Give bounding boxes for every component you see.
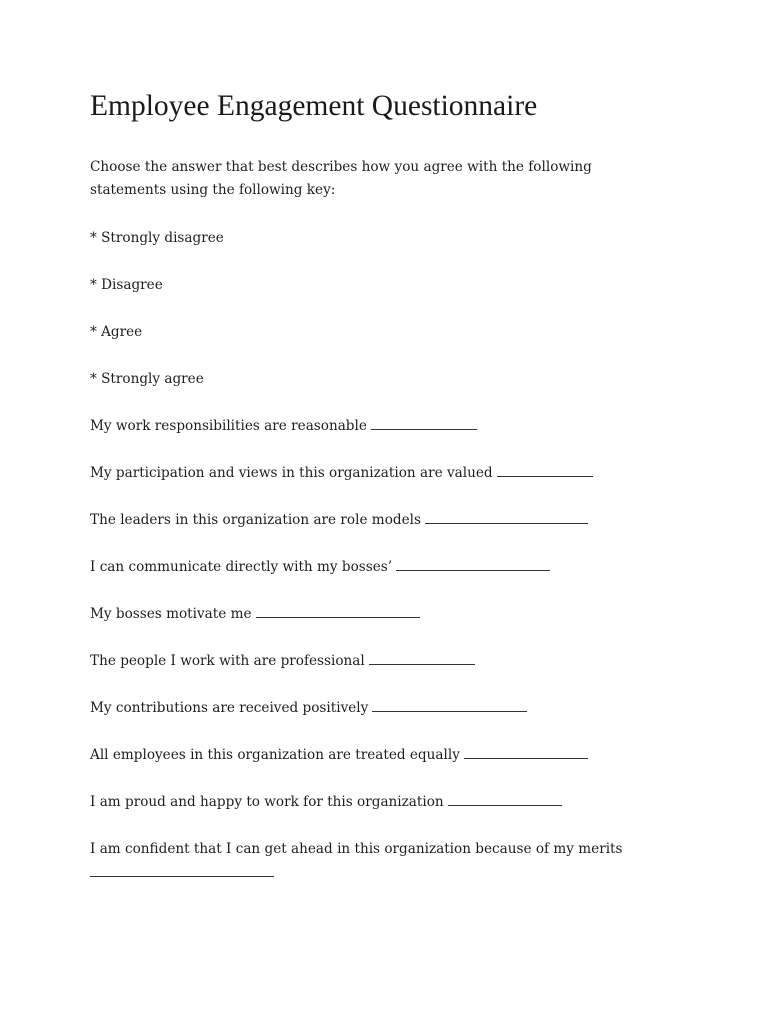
statement-text: I can communicate directly with my bosses’ <box>90 559 393 575</box>
answer-blank[interactable] <box>425 509 588 524</box>
statement-text: I am proud and happy to work for this organization <box>90 794 444 810</box>
statement-text: I am confident that I can get ahead in this organization because of my merits <box>90 841 623 857</box>
answer-blank[interactable] <box>90 862 274 877</box>
answer-blank[interactable] <box>371 415 477 430</box>
statement-item-continuation <box>90 862 274 885</box>
statement-text: The people I work with are professional <box>90 653 365 669</box>
statement-item <box>90 838 623 861</box>
key-option-strongly-disagree: * Strongly disagree <box>90 230 224 246</box>
statement-item <box>90 697 527 720</box>
statement-text: My contributions are received positively <box>90 700 369 716</box>
key-option-strongly-agree: * Strongly agree <box>90 371 204 387</box>
statement-item <box>90 415 477 438</box>
answer-blank[interactable] <box>497 462 593 477</box>
statement-text: My bosses motivate me <box>90 606 252 622</box>
key-option-disagree: * Disagree <box>90 277 163 293</box>
page-title: Employee Engagement Questionnaire <box>90 90 538 122</box>
statement-text: My participation and views in this organization are valued <box>90 465 493 481</box>
statement-item <box>90 556 550 579</box>
statement-text: My work responsibilities are reasonable <box>90 418 367 434</box>
answer-blank[interactable] <box>369 650 475 665</box>
statement-item <box>90 744 588 767</box>
statement-item <box>90 791 562 814</box>
answer-blank[interactable] <box>464 744 588 759</box>
instructions-text: Choose the answer that best describes how you agree with the following statements using the following key: <box>90 159 592 198</box>
answer-blank[interactable] <box>372 697 527 712</box>
statement-text: The leaders in this organization are role models <box>90 512 421 528</box>
answer-blank[interactable] <box>256 603 420 618</box>
statement-item <box>90 603 420 626</box>
statement-item <box>90 509 588 532</box>
key-option-agree: * Agree <box>90 324 143 340</box>
statement-item <box>90 462 593 485</box>
statement-text: All employees in this organization are treated equally <box>90 747 460 763</box>
answer-blank[interactable] <box>396 556 550 571</box>
answer-blank[interactable] <box>448 791 562 806</box>
statement-item <box>90 650 475 673</box>
